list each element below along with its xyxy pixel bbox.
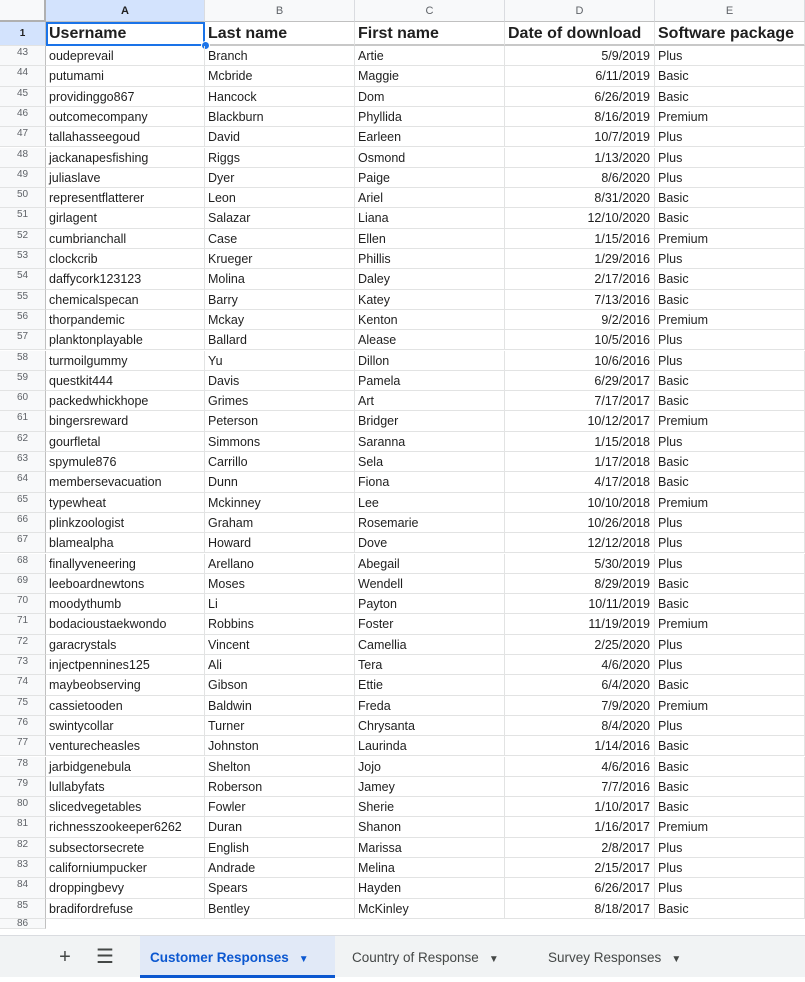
table-cell[interactable]: swintycollar xyxy=(46,716,205,736)
table-cell[interactable]: Basic xyxy=(655,797,805,817)
table-cell[interactable]: tallahasseegoud xyxy=(46,127,205,147)
table-cell[interactable]: 2/15/2017 xyxy=(505,858,655,878)
table-cell[interactable]: Leon xyxy=(205,188,355,208)
row-number[interactable]: 49 xyxy=(0,168,46,188)
chevron-down-icon[interactable]: ▼ xyxy=(298,954,309,965)
table-cell[interactable]: Ali xyxy=(205,655,355,675)
column-header-e[interactable]: E xyxy=(655,0,805,22)
table-cell[interactable]: Mckinney xyxy=(205,493,355,513)
table-cell[interactable]: Plus xyxy=(655,249,805,269)
table-cell[interactable]: Plus xyxy=(655,716,805,736)
table-cell[interactable]: Basic xyxy=(655,87,805,107)
table-cell[interactable]: Dillon xyxy=(355,351,505,371)
table-cell[interactable]: Basic xyxy=(655,472,805,492)
table-cell[interactable]: 2/17/2016 xyxy=(505,269,655,289)
row-number[interactable]: 50 xyxy=(0,188,46,208)
table-cell[interactable]: Ariel xyxy=(355,188,505,208)
row-number[interactable]: 57 xyxy=(0,330,46,350)
table-cell[interactable]: Plus xyxy=(655,554,805,574)
table-cell[interactable]: 1/15/2016 xyxy=(505,229,655,249)
table-cell[interactable]: Andrade xyxy=(205,858,355,878)
table-cell[interactable]: Salazar xyxy=(205,208,355,228)
table-cell[interactable]: typewheat xyxy=(46,493,205,513)
table-cell[interactable]: Ellen xyxy=(355,229,505,249)
row-number[interactable]: 53 xyxy=(0,249,46,269)
table-cell[interactable]: juliaslave xyxy=(46,168,205,188)
row-number[interactable]: 70 xyxy=(0,594,46,614)
table-cell[interactable]: Basic xyxy=(655,66,805,86)
row-number[interactable]: 78 xyxy=(0,757,46,777)
table-cell[interactable]: jarbidgenebula xyxy=(46,757,205,777)
table-cell[interactable]: 10/12/2017 xyxy=(505,411,655,431)
table-cell[interactable]: bodacioustaekwondo xyxy=(46,614,205,634)
table-cell[interactable]: 8/31/2020 xyxy=(505,188,655,208)
table-cell[interactable]: Dyer xyxy=(205,168,355,188)
table-cell[interactable]: Spears xyxy=(205,878,355,898)
row-number[interactable]: 77 xyxy=(0,736,46,756)
table-cell[interactable]: Bentley xyxy=(205,899,355,919)
table-cell[interactable]: Jojo xyxy=(355,757,505,777)
table-cell[interactable]: Mckay xyxy=(205,310,355,330)
table-cell[interactable]: Howard xyxy=(205,533,355,553)
row-number[interactable]: 59 xyxy=(0,371,46,391)
table-cell[interactable]: Alease xyxy=(355,330,505,350)
table-cell[interactable]: Earleen xyxy=(355,127,505,147)
table-cell[interactable]: Turner xyxy=(205,716,355,736)
chevron-down-icon[interactable]: ▼ xyxy=(488,954,499,965)
table-cell[interactable]: Sela xyxy=(355,452,505,472)
table-cell[interactable]: bingersreward xyxy=(46,411,205,431)
table-cell[interactable]: Fiona xyxy=(355,472,505,492)
table-cell[interactable]: 6/26/2019 xyxy=(505,87,655,107)
table-cell[interactable]: Plus xyxy=(655,168,805,188)
row-number[interactable]: 66 xyxy=(0,513,46,533)
table-cell[interactable]: Ettie xyxy=(355,675,505,695)
table-cell[interactable]: Basic xyxy=(655,391,805,411)
table-cell[interactable]: Simmons xyxy=(205,432,355,452)
row-number[interactable]: 47 xyxy=(0,127,46,147)
table-cell[interactable]: Premium xyxy=(655,107,805,127)
tab-label: Country of Response xyxy=(352,950,479,965)
table-cell[interactable]: Plus xyxy=(655,148,805,168)
table-cell[interactable]: Basic xyxy=(655,452,805,472)
table-cell[interactable]: chemicalspecan xyxy=(46,290,205,310)
table-cell[interactable]: Liana xyxy=(355,208,505,228)
table-cell[interactable]: English xyxy=(205,838,355,858)
table-cell[interactable]: 1/15/2018 xyxy=(505,432,655,452)
row-number[interactable]: 81 xyxy=(0,817,46,837)
table-cell[interactable]: 1/29/2016 xyxy=(505,249,655,269)
table-cell[interactable]: Plus xyxy=(655,432,805,452)
table-cell[interactable]: Camellia xyxy=(355,635,505,655)
table-cell[interactable]: 10/26/2018 xyxy=(505,513,655,533)
row-number[interactable]: 56 xyxy=(0,310,46,330)
table-cell[interactable]: 8/4/2020 xyxy=(505,716,655,736)
table-cell[interactable]: Premium xyxy=(655,696,805,716)
table-cell[interactable]: Duran xyxy=(205,817,355,837)
table-cell[interactable]: Yu xyxy=(205,351,355,371)
table-cell[interactable]: Jamey xyxy=(355,777,505,797)
table-cell[interactable]: 1/16/2017 xyxy=(505,817,655,837)
table-cell[interactable]: Phillis xyxy=(355,249,505,269)
table-cell[interactable]: 8/18/2017 xyxy=(505,899,655,919)
table-cell[interactable]: richnesszookeeper6262 xyxy=(46,817,205,837)
table-cell[interactable]: Plus xyxy=(655,635,805,655)
table-cell[interactable]: Freda xyxy=(355,696,505,716)
table-cell[interactable]: 4/17/2018 xyxy=(505,472,655,492)
table-cell[interactable]: daffycork123123 xyxy=(46,269,205,289)
table-cell[interactable]: Krueger xyxy=(205,249,355,269)
table-cell[interactable]: Artie xyxy=(355,46,505,66)
table-cell[interactable]: 10/6/2016 xyxy=(505,351,655,371)
table-cell[interactable]: Premium xyxy=(655,614,805,634)
column-header-c[interactable]: C xyxy=(355,0,505,22)
table-cell[interactable]: Rosemarie xyxy=(355,513,505,533)
table-cell[interactable]: jackanapesfishing xyxy=(46,148,205,168)
table-cell[interactable]: plinkzoologist xyxy=(46,513,205,533)
table-cell[interactable]: Peterson xyxy=(205,411,355,431)
table-cell[interactable]: blamealpha xyxy=(46,533,205,553)
table-cell[interactable]: Dom xyxy=(355,87,505,107)
row-number[interactable]: 51 xyxy=(0,208,46,228)
table-cell[interactable]: Wendell xyxy=(355,574,505,594)
table-cell[interactable]: moodythumb xyxy=(46,594,205,614)
table-cell[interactable]: slicedvegetables xyxy=(46,797,205,817)
header-cell-d[interactable]: Date of download xyxy=(505,22,655,46)
table-cell[interactable]: leeboardnewtons xyxy=(46,574,205,594)
header-cell-c[interactable]: First name xyxy=(355,22,505,46)
column-header-a[interactable]: A xyxy=(46,0,205,22)
table-cell[interactable]: Plus xyxy=(655,127,805,147)
table-cell[interactable]: 10/10/2018 xyxy=(505,493,655,513)
table-cell[interactable]: Basic xyxy=(655,188,805,208)
table-cell[interactable]: Plus xyxy=(655,533,805,553)
table-cell[interactable]: 1/17/2018 xyxy=(505,452,655,472)
table-cell[interactable]: 6/4/2020 xyxy=(505,675,655,695)
table-cell[interactable]: cumbrianchall xyxy=(46,229,205,249)
tab-survey-responses[interactable] xyxy=(538,936,708,978)
table-cell[interactable]: Basic xyxy=(655,736,805,756)
row-number[interactable]: 85 xyxy=(0,899,46,919)
row-number[interactable]: 73 xyxy=(0,655,46,675)
table-cell[interactable]: Laurinda xyxy=(355,736,505,756)
table-cell[interactable]: spymule876 xyxy=(46,452,205,472)
row-number[interactable]: 46 xyxy=(0,107,46,127)
table-cell[interactable]: Moses xyxy=(205,574,355,594)
table-cell[interactable]: 8/29/2019 xyxy=(505,574,655,594)
table-cell[interactable]: Mcbride xyxy=(205,66,355,86)
table-cell[interactable]: 1/14/2016 xyxy=(505,736,655,756)
table-cell[interactable]: clockcrib xyxy=(46,249,205,269)
table-cell[interactable]: Gibson xyxy=(205,675,355,695)
table-cell[interactable]: Chrysanta xyxy=(355,716,505,736)
table-cell[interactable]: 5/9/2019 xyxy=(505,46,655,66)
table-cell[interactable]: Vincent xyxy=(205,635,355,655)
table-cell[interactable]: Premium xyxy=(655,817,805,837)
row-number[interactable]: 80 xyxy=(0,797,46,817)
tab-label: Customer Responses xyxy=(150,950,289,965)
table-cell[interactable]: subsectorsecrete xyxy=(46,838,205,858)
table-cell[interactable]: Shanon xyxy=(355,817,505,837)
table-cell[interactable]: 4/6/2016 xyxy=(505,757,655,777)
row-number[interactable]: 63 xyxy=(0,452,46,472)
table-cell[interactable]: Johnston xyxy=(205,736,355,756)
table-cell[interactable]: bradifordrefuse xyxy=(46,899,205,919)
table-cell[interactable]: Plus xyxy=(655,330,805,350)
table-cell[interactable]: Art xyxy=(355,391,505,411)
table-cell[interactable]: Shelton xyxy=(205,757,355,777)
row-number[interactable]: 1 xyxy=(0,22,46,46)
table-cell[interactable]: 1/13/2020 xyxy=(505,148,655,168)
table-cell[interactable]: 12/10/2020 xyxy=(505,208,655,228)
table-cell[interactable]: Maggie xyxy=(355,66,505,86)
table-cell[interactable]: Plus xyxy=(655,351,805,371)
table-cell[interactable]: Basic xyxy=(655,208,805,228)
table-cell[interactable]: outcomecompany xyxy=(46,107,205,127)
table-cell[interactable]: Premium xyxy=(655,229,805,249)
table-cell[interactable]: McKinley xyxy=(355,899,505,919)
table-cell[interactable]: Case xyxy=(205,229,355,249)
table-cell[interactable]: Plus xyxy=(655,46,805,66)
row-number[interactable]: 52 xyxy=(0,229,46,249)
table-cell[interactable]: Arellano xyxy=(205,554,355,574)
table-cell[interactable]: 8/16/2019 xyxy=(505,107,655,127)
table-cell[interactable]: providinggo867 xyxy=(46,87,205,107)
column-header-b[interactable]: B xyxy=(205,0,355,22)
row-number[interactable]: 84 xyxy=(0,878,46,898)
table-cell[interactable]: questkit444 xyxy=(46,371,205,391)
header-cell-b[interactable]: Last name xyxy=(205,22,355,46)
table-cell[interactable]: Foster xyxy=(355,614,505,634)
table-cell[interactable]: 9/2/2016 xyxy=(505,310,655,330)
table-cell[interactable]: Molina xyxy=(205,269,355,289)
table-cell[interactable]: injectpennines125 xyxy=(46,655,205,675)
row-number[interactable]: 54 xyxy=(0,269,46,289)
table-cell[interactable]: Premium xyxy=(655,493,805,513)
table-cell[interactable]: 5/30/2019 xyxy=(505,554,655,574)
table-cell[interactable]: 4/6/2020 xyxy=(505,655,655,675)
table-cell[interactable]: 7/17/2017 xyxy=(505,391,655,411)
row-number[interactable]: 69 xyxy=(0,574,46,594)
table-cell[interactable]: 2/25/2020 xyxy=(505,635,655,655)
row-number[interactable]: 76 xyxy=(0,716,46,736)
table-cell[interactable]: putumami xyxy=(46,66,205,86)
plus-icon[interactable]: + xyxy=(59,946,71,968)
table-cell[interactable]: Basic xyxy=(655,594,805,614)
table-cell[interactable]: Marissa xyxy=(355,838,505,858)
row-number[interactable]: 65 xyxy=(0,493,46,513)
table-cell[interactable]: Carrillo xyxy=(205,452,355,472)
row-number[interactable]: 45 xyxy=(0,87,46,107)
row-number[interactable]: 83 xyxy=(0,858,46,878)
table-cell[interactable]: planktonplayable xyxy=(46,330,205,350)
table-cell[interactable]: Roberson xyxy=(205,777,355,797)
row-number[interactable]: 64 xyxy=(0,472,46,492)
tab-customer-responses[interactable] xyxy=(140,936,335,978)
table-cell[interactable]: 6/29/2017 xyxy=(505,371,655,391)
row-number[interactable]: 72 xyxy=(0,635,46,655)
table-cell[interactable]: Riggs xyxy=(205,148,355,168)
table-cell[interactable]: 10/11/2019 xyxy=(505,594,655,614)
table-cell[interactable]: Blackburn xyxy=(205,107,355,127)
table-cell[interactable]: maybeobserving xyxy=(46,675,205,695)
header-cell-e[interactable]: Software package xyxy=(655,22,805,46)
table-cell[interactable]: Plus xyxy=(655,513,805,533)
table-cell[interactable]: lullabyfats xyxy=(46,777,205,797)
table-cell[interactable]: Phyllida xyxy=(355,107,505,127)
table-cell[interactable]: Davis xyxy=(205,371,355,391)
table-cell[interactable]: Basic xyxy=(655,290,805,310)
row-number[interactable]: 48 xyxy=(0,148,46,168)
table-cell[interactable]: finallyveneering xyxy=(46,554,205,574)
table-cell[interactable]: Barry xyxy=(205,290,355,310)
row-number[interactable]: 74 xyxy=(0,675,46,695)
table-cell[interactable]: Li xyxy=(205,594,355,614)
tab-country-of-response[interactable] xyxy=(342,936,532,978)
table-cell[interactable]: 1/10/2017 xyxy=(505,797,655,817)
table-cell[interactable]: Premium xyxy=(655,310,805,330)
table-cell[interactable]: David xyxy=(205,127,355,147)
table-cell[interactable]: membersevacuation xyxy=(46,472,205,492)
table-cell[interactable]: Basic xyxy=(655,899,805,919)
table-cell[interactable]: Dove xyxy=(355,533,505,553)
row-number[interactable]: 79 xyxy=(0,777,46,797)
table-cell[interactable]: Payton xyxy=(355,594,505,614)
table-cell[interactable]: Melina xyxy=(355,858,505,878)
table-cell[interactable]: Grimes xyxy=(205,391,355,411)
row-number[interactable]: 82 xyxy=(0,838,46,858)
table-cell[interactable]: Hayden xyxy=(355,878,505,898)
table-cell[interactable]: Hancock xyxy=(205,87,355,107)
table-cell[interactable]: cassietooden xyxy=(46,696,205,716)
table-cell[interactable]: 10/7/2019 xyxy=(505,127,655,147)
table-cell[interactable]: venturecheasles xyxy=(46,736,205,756)
table-cell[interactable]: Premium xyxy=(655,411,805,431)
table-cell[interactable]: 10/5/2016 xyxy=(505,330,655,350)
table-cell[interactable]: oudeprevail xyxy=(46,46,205,66)
table-cell[interactable]: californiumpucker xyxy=(46,858,205,878)
table-cell[interactable]: Pamela xyxy=(355,371,505,391)
table-cell[interactable]: Tera xyxy=(355,655,505,675)
table-cell[interactable]: droppingbevy xyxy=(46,878,205,898)
table-cell[interactable]: Lee xyxy=(355,493,505,513)
table-cell[interactable]: 6/26/2017 xyxy=(505,878,655,898)
chevron-down-icon[interactable]: ▼ xyxy=(671,954,682,965)
hamburger-icon[interactable]: ☰ xyxy=(96,946,114,968)
table-cell[interactable]: Abegail xyxy=(355,554,505,574)
row-number[interactable]: 68 xyxy=(0,554,46,574)
table-cell[interactable]: 12/12/2018 xyxy=(505,533,655,553)
select-all-corner[interactable] xyxy=(0,0,46,22)
row-number[interactable]: 62 xyxy=(0,432,46,452)
row-number[interactable]: 75 xyxy=(0,696,46,716)
table-cell[interactable]: girlagent xyxy=(46,208,205,228)
table-cell[interactable]: Basic xyxy=(655,675,805,695)
table-cell[interactable]: turmoilgummy xyxy=(46,351,205,371)
table-cell[interactable]: Dunn xyxy=(205,472,355,492)
table-cell[interactable]: Ballard xyxy=(205,330,355,350)
table-cell[interactable]: Basic xyxy=(655,574,805,594)
column-header-d[interactable]: D xyxy=(505,0,655,22)
table-cell[interactable]: Paige xyxy=(355,168,505,188)
table-cell[interactable]: gourfletal xyxy=(46,432,205,452)
table-cell[interactable]: 11/19/2019 xyxy=(505,614,655,634)
table-cell[interactable]: 7/13/2016 xyxy=(505,290,655,310)
table-cell[interactable]: Bridger xyxy=(355,411,505,431)
table-cell[interactable]: 7/7/2016 xyxy=(505,777,655,797)
table-cell[interactable]: thorpandemic xyxy=(46,310,205,330)
table-cell[interactable]: Saranna xyxy=(355,432,505,452)
table-cell[interactable]: Branch xyxy=(205,46,355,66)
row-number[interactable]: 67 xyxy=(0,533,46,553)
table-cell[interactable]: Kenton xyxy=(355,310,505,330)
header-cell-a[interactable]: Username xyxy=(46,22,205,46)
table-cell[interactable]: Fowler xyxy=(205,797,355,817)
table-cell[interactable]: Robbins xyxy=(205,614,355,634)
table-cell[interactable]: Basic xyxy=(655,269,805,289)
table-cell[interactable]: Basic xyxy=(655,371,805,391)
table-cell[interactable]: Plus xyxy=(655,878,805,898)
row-number[interactable]: 55 xyxy=(0,290,46,310)
table-cell[interactable]: Basic xyxy=(655,777,805,797)
table-cell[interactable]: Plus xyxy=(655,655,805,675)
row-number[interactable]: 44 xyxy=(0,66,46,86)
row-number[interactable]: 71 xyxy=(0,614,46,634)
row-number[interactable]: 43 xyxy=(0,46,46,66)
table-cell[interactable]: Katey xyxy=(355,290,505,310)
table-cell[interactable]: Osmond xyxy=(355,148,505,168)
table-cell[interactable]: Basic xyxy=(655,757,805,777)
table-cell[interactable]: 2/8/2017 xyxy=(505,838,655,858)
table-cell[interactable]: Graham xyxy=(205,513,355,533)
tab-label: Survey Responses xyxy=(548,950,662,965)
table-cell[interactable]: Plus xyxy=(655,858,805,878)
table-cell[interactable]: garacrystals xyxy=(46,635,205,655)
table-cell[interactable]: 6/11/2019 xyxy=(505,66,655,86)
sheet-tab-bar xyxy=(0,935,805,977)
table-cell[interactable]: Baldwin xyxy=(205,696,355,716)
table-cell[interactable]: packedwhickhope xyxy=(46,391,205,411)
row-number[interactable]: 60 xyxy=(0,391,46,411)
row-number[interactable]: 61 xyxy=(0,411,46,431)
row-number[interactable]: 58 xyxy=(0,351,46,371)
table-cell[interactable]: representflatterer xyxy=(46,188,205,208)
table-cell[interactable]: 7/9/2020 xyxy=(505,696,655,716)
row-number[interactable]: 86 xyxy=(0,919,46,929)
table-cell[interactable]: Plus xyxy=(655,838,805,858)
table-cell[interactable]: Sherie xyxy=(355,797,505,817)
table-cell[interactable]: 8/6/2020 xyxy=(505,168,655,188)
table-cell[interactable]: Daley xyxy=(355,269,505,289)
